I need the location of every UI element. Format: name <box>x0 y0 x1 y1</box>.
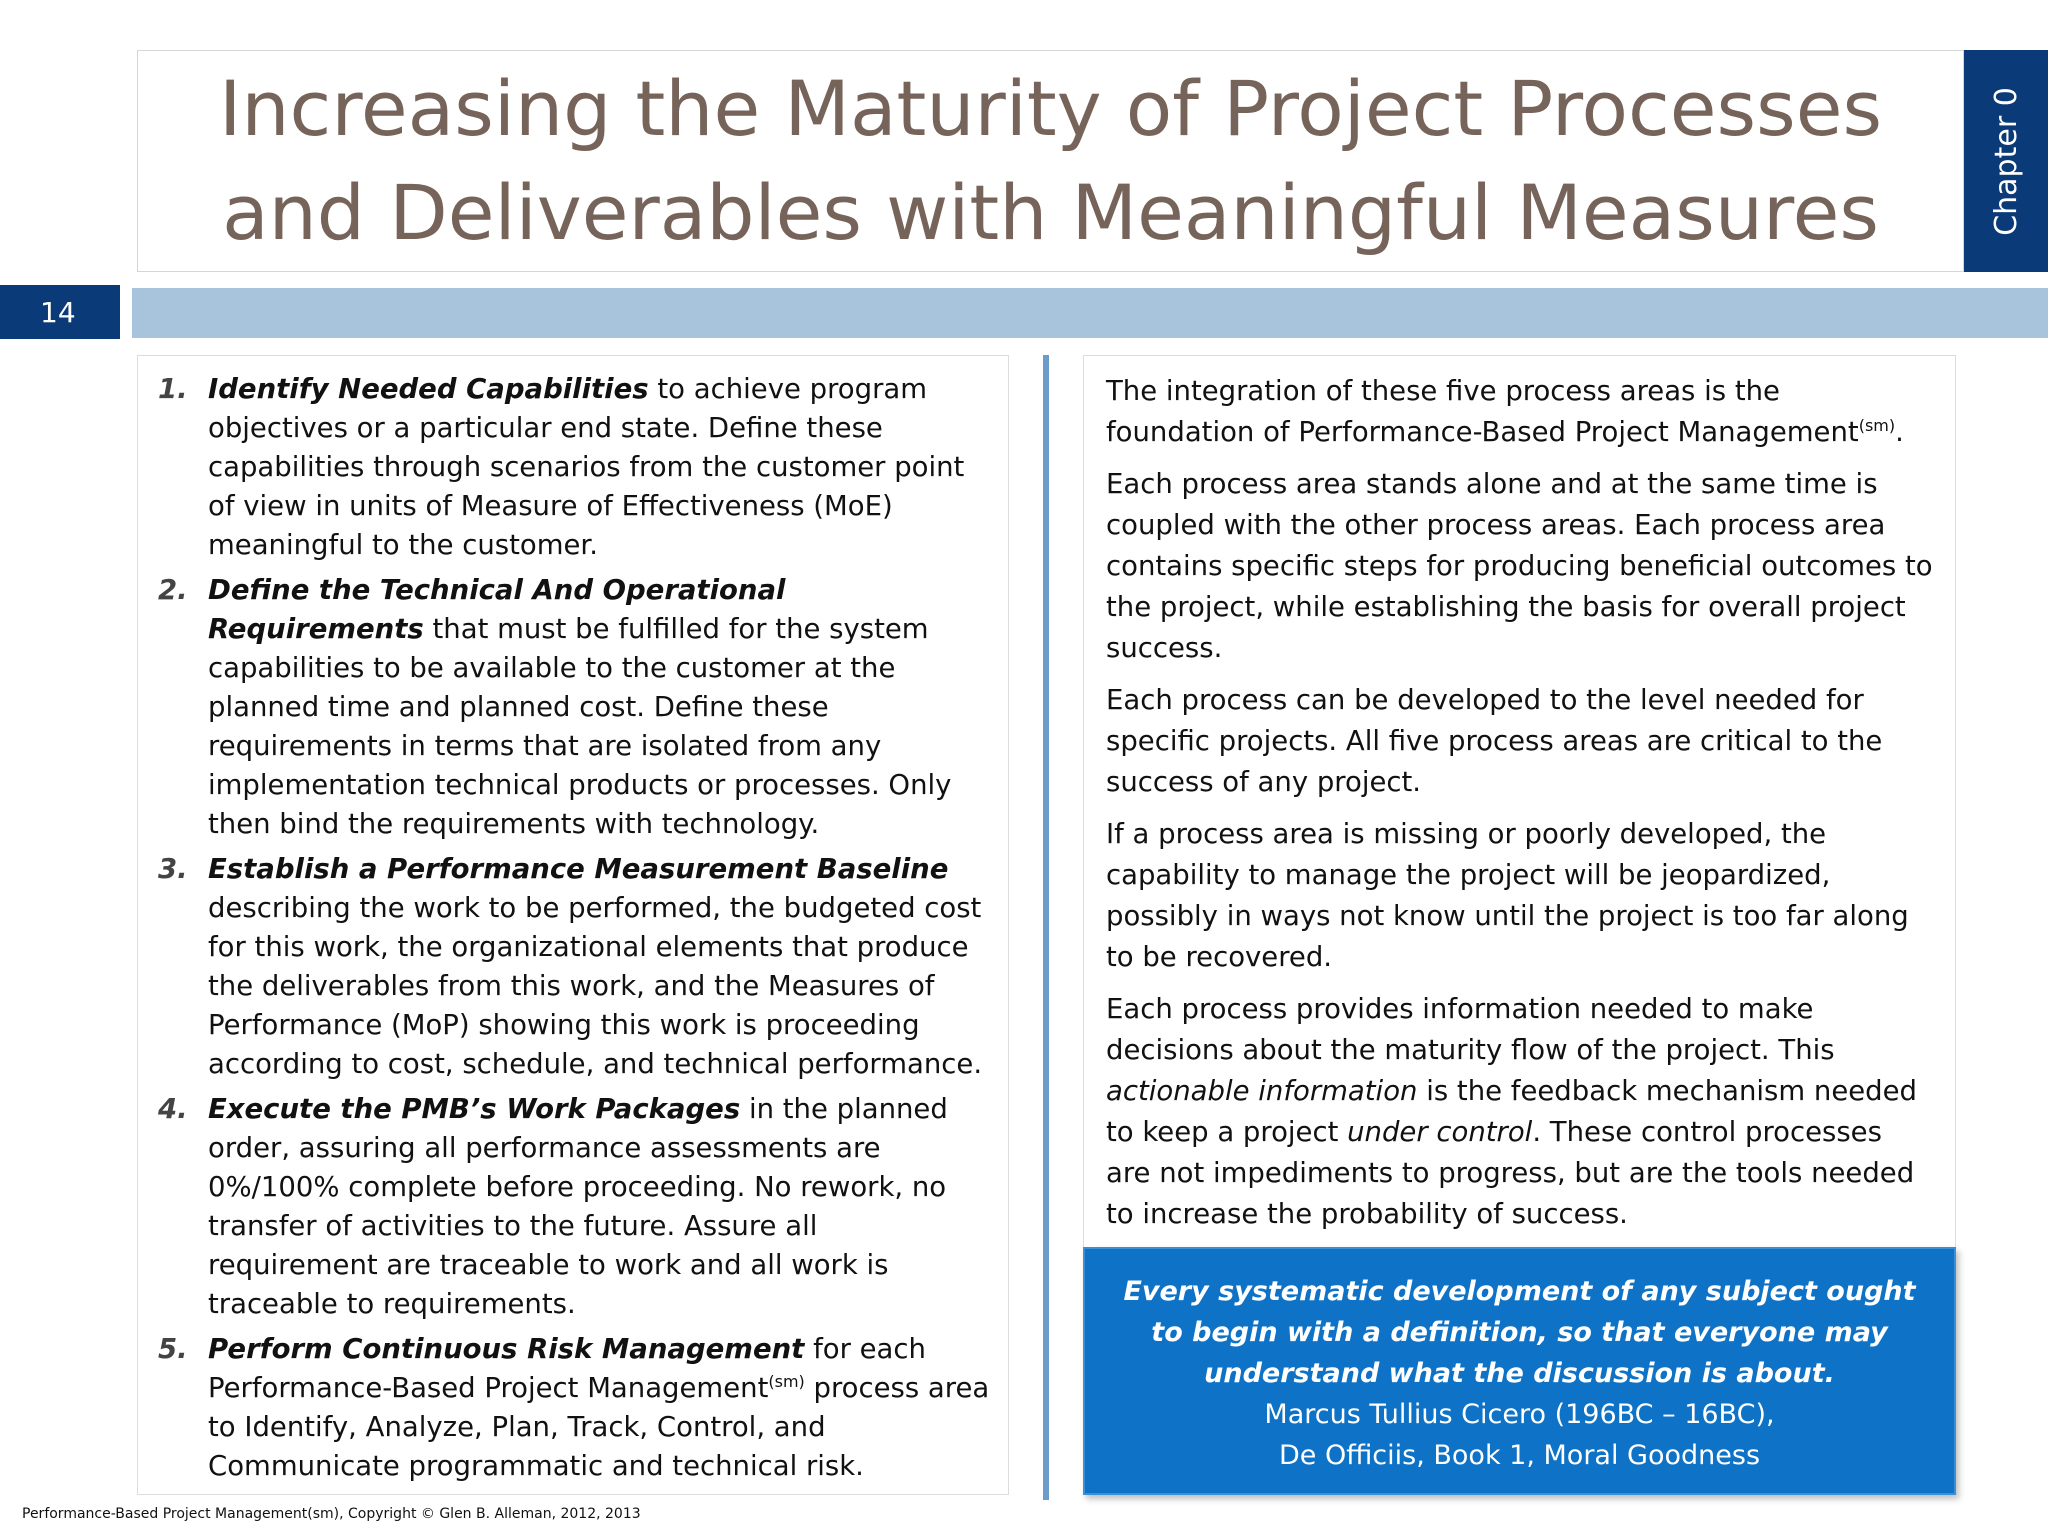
process-steps-list <box>138 356 1008 1486</box>
process-step-1 <box>158 370 990 565</box>
information-paragraph <box>1106 989 1933 1235</box>
step-number: 2. <box>158 574 188 606</box>
paragraph-text: Each process provides information needed to make decisions about the maturity flow of the project. This <box>1106 993 1835 1066</box>
service-mark: (sm) <box>1858 415 1896 435</box>
slide-title-line-2: and Deliverables with Meaningful Measures <box>222 168 1879 257</box>
development-paragraph: Each process can be developed to the level needed for specific projects. All five process areas are critical to the success of any project. <box>1106 684 1883 798</box>
missing-area-paragraph: If a process area is missing or poorly developed, the capability to manage the project will be jeopardized, possibly in ways not know until the project is too far along to be recovered. <box>1106 818 1909 973</box>
column-divider <box>1043 355 1049 1500</box>
process-step-4 <box>158 1090 990 1324</box>
chapter-label: Chapter 0 <box>1988 86 2024 236</box>
paragraph-text-end: . <box>1895 416 1904 448</box>
step-heading: Execute the PMB’s Work Packages <box>208 1093 741 1125</box>
quote-author: Marcus Tullius Cicero (196BC – 16BC), <box>1264 1399 1775 1430</box>
step-body: in the planned order, assuring all performance assessments are 0%/100% complete before proceeding. No rework, no transfer of activities to the future. Assure all requirement are traceable to work and all work is traceable to requirements. <box>208 1093 948 1320</box>
accent-bar <box>132 288 2048 338</box>
title-box <box>137 50 1964 272</box>
step-body: that must be fulfilled for the system capabilities to be available to the customer at the planned time and planned cost. Define these requirements in terms that are isolated from any implementation technical products or processes. Only then bind the requirements with technology. <box>208 613 952 840</box>
process-step-3 <box>158 850 990 1084</box>
slide-number: 14 <box>0 285 120 339</box>
step-number: 3. <box>158 853 188 885</box>
step-number: 5. <box>158 1333 188 1365</box>
step-body: for each Performance-Based Project Management <box>208 1333 926 1404</box>
slide-title-line-1: Increasing the Maturity of Project Processes <box>218 64 1883 153</box>
process-step-2 <box>158 571 990 844</box>
step-heading: Establish a Performance Measurement Baseline <box>208 853 949 885</box>
quote-source: De Officiis, Book 1, Moral Goodness <box>1278 1440 1761 1471</box>
process-steps-panel <box>137 355 1009 1495</box>
integration-paragraph <box>1106 371 1933 453</box>
service-mark: (sm) <box>768 1371 805 1391</box>
integration-panel <box>1083 355 1956 1250</box>
step-heading: Perform Continuous Risk Management <box>208 1333 805 1365</box>
quote-text: Every systematic development of any subject ought to begin with a definition, so that everyone may understand what the discussion is about. <box>1123 1276 1916 1389</box>
emphasis-under-control: under control <box>1347 1116 1533 1148</box>
step-number: 4. <box>158 1093 188 1125</box>
step-body-cont: process area to Identify, Analyze, Plan, Track, Control, and Communicate programmatic and technical risk. <box>208 1372 990 1482</box>
slide-title <box>219 57 1882 265</box>
paragraph-text: . These control processes are not impediments to progress, but are the tools needed to increase the probability of success. <box>1106 1116 1915 1230</box>
step-body: to achieve program objectives or a particular end state. Define these capabilities through scenarios from the customer point of view in units of Measure of Effectiveness (MoE) meaningful to the customer. <box>208 373 965 561</box>
step-heading: Define the Technical And Operational Requirements <box>208 574 786 645</box>
quote-box <box>1083 1247 1956 1495</box>
step-heading: Identify Needed Capabilities <box>208 373 649 405</box>
process-step-5 <box>158 1330 990 1486</box>
paragraph-text: The integration of these five process areas is the foundation of Performance-Based Project Management <box>1106 375 1859 448</box>
step-number: 1. <box>158 373 188 405</box>
chapter-tab <box>1964 50 2048 272</box>
paragraph-text: is the feedback mechanism needed to keep a project <box>1106 1075 1917 1148</box>
copyright-footer: Performance-Based Project Management(sm), Copyright © Glen B. Alleman, 2012, 2013 <box>22 1506 641 1522</box>
step-body: describing the work to be performed, the budgeted cost for this work, the organizational elements that produce the deliverables from this work, and the Measures of Performance (MoP) showing this work is proceeding according to cost, schedule, and technical performance. <box>208 892 983 1080</box>
emphasis-actionable: actionable information <box>1106 1075 1418 1107</box>
standalone-paragraph: Each process area stands alone and at the same time is coupled with the other process areas. Each process area contains specific steps for producing beneficial outcomes to the project, while establishing the basis for overall project success. <box>1106 468 1933 664</box>
